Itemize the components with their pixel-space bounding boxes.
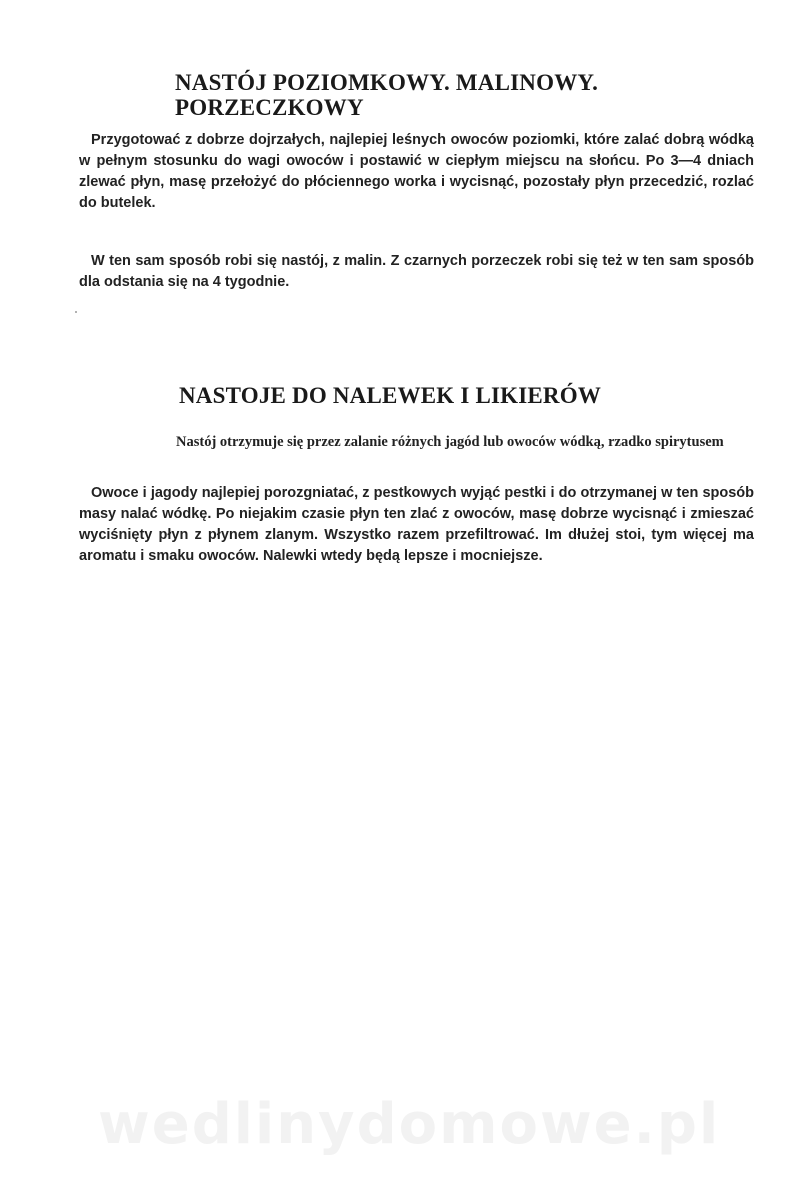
site-watermark: wedlinydomowe.pl (98, 1092, 721, 1157)
section-lead (176, 432, 756, 453)
paragraph-text: W ten sam sposób robi się nastój, z malin. Z czarnych porzeczek robi się też w ten sam sposób dla odstania się na 4 tygodnie. (79, 253, 754, 290)
paragraph-text: Owoce i jagody najlepiej porozgniatać, z pestkowych wyjąć pestki i do otrzymanej w ten sposób masy nalać wódkę. Po niejakim czasie płyn ten zlać z owoców, masę dobrze wycisnąć i zmieszać wyciśnięty płyn z płynem zlanym. Wszystko razem przefiltrować. Im dłużej stoi, tym więcej ma aromatu i smaku owoców. Nalewki wtedy będą lepsze i mocniejsze. (79, 485, 754, 564)
recipe-paragraph (79, 251, 754, 293)
section-title-nastoj-poziomkowy: NASTÓJ POZIOMKOWY. MALINOWY. PORZECZKOWY (175, 70, 599, 120)
scan-speck (75, 311, 77, 313)
paragraph-text: Przygotować z dobrze dojrzałych, najlepiej leśnych owoców poziomki, które zalać dobrą wódką w pełnym stosunku do wagi owoców i postawić w ciepłym miejscu na słońcu. Po 3—4 dniach zlewać płyn, masę przełożyć do płóciennego worka i wycisnąć, pozostały płyn przecedzić, rozlać do butelek. (79, 132, 754, 211)
recipe-paragraph (79, 130, 754, 214)
lead-text: Nastój otrzymuje się przez zalanie różnych jagód lub owoców wódką, rzadko spirytusem (176, 434, 724, 450)
recipe-paragraph (79, 483, 754, 567)
section-title-nastoje-do-nalewek: NASTOJE DO NALEWEK I LIKIERÓW (179, 383, 602, 408)
